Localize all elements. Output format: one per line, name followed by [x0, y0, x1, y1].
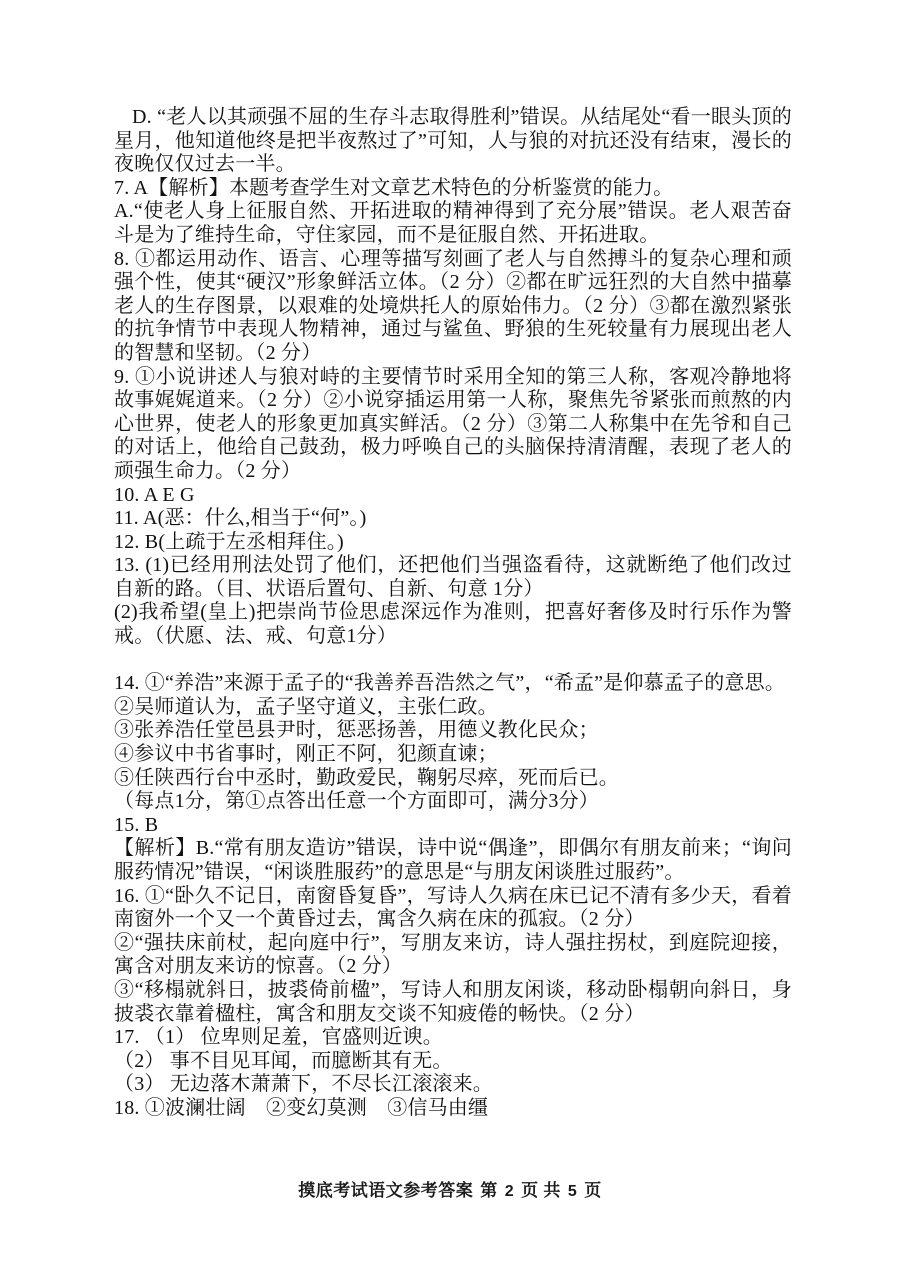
footer-page-prefix: 第	[480, 1181, 498, 1200]
answer-body	[114, 106, 792, 1121]
answer-paragraph: （2） 事不目见耳闻，而臆断其有无。	[114, 1049, 453, 1072]
footer-title: 摸底考试语文参考答案	[298, 1181, 474, 1200]
paragraph-spacer	[114, 649, 792, 673]
answer-paragraph: ②吴师道认为，孟子坚守道义，主张仁政。	[114, 695, 498, 718]
answer-paragraph: ③张养浩任堂邑县尹时，惩恶扬善，用德义教化民众；	[114, 719, 599, 742]
answer-paragraph: （每点1分，第①点答出任意一个方面即可，满分3分）	[114, 790, 599, 813]
answer-paragraph: （3） 无边落木萧萧下，不尽长江滚滚来。	[114, 1073, 493, 1096]
footer-page-middle: 页 共	[521, 1181, 561, 1200]
page-footer	[0, 1176, 900, 1201]
answer-paragraph: A.“使老人身上征服自然、开拓进取的精神得到了充分展”错误。老人艰苦奋斗是为了维持生命，守住家园，而不是征服自然、开拓进取。	[114, 200, 792, 246]
answer-paragraph: ⑤任陕西行台中丞时，勤政爱民，鞠躬尽瘁，死而后已。	[114, 766, 619, 789]
answer-paragraph: 7. A【解析】本题考查学生对文章艺术特色的分析鉴赏的能力。	[114, 176, 674, 199]
answer-paragraph: 9. ①小说讲述人与狼对峙的主要情节时采用全知的第三人称，客观冷静地将故事娓娓道来。（2 分）②小说穿插运用第一人称，聚焦先爷紧张而煎熬的内心世界，使老人的形象更加真实鲜活。（2 分）③第二人称集中在先爷和自己的对话上，他给自己鼓劲，极力呼唤自己的头脑保持清清醒，表现了老人的顽强生命力。（2 分）	[114, 365, 792, 482]
answer-paragraph: 15. B	[114, 813, 159, 836]
answer-paragraph: 14. ①“养浩”来源于孟子的“我善养吾浩然之气”，“希孟”是仰慕孟子的意思。	[114, 672, 786, 695]
answer-paragraph: 【解析】B.“常有朋友造访”错误，诗中说“偶逢”，即偶尔有朋友前来；“询问服药情况”错误，“闲谈胜服药”的意思是“与朋友闲谈胜过服药”。	[114, 837, 792, 883]
footer-total-pages: 5	[567, 1183, 578, 1200]
answer-paragraph: 12. B(上疏于左丞相拜住。)	[114, 530, 344, 553]
footer-page-number: 2	[504, 1183, 515, 1200]
answer-paragraph: 13. (1)已经用刑法处罚了他们，还把他们当强盗看待，这就断绝了他们改过自新的路。（目、状语后置句、自新、句意 1分）	[114, 554, 792, 600]
answer-paragraph: 8. ①都运用动作、语言、心理等描写刻画了老人与自然搏斗的复杂心理和顽强个性，使其“硬汉”形象鲜活立体。（2 分）②都在旷远狂烈的大自然中描摹老人的生存图景，以艰难的处境烘托人的原始伟力。（2 分）③都在激烈紧张的抗争情节中表现人物精神，通过与鲨鱼、野狼的生死较量有力展现出老人的智慧和坚韧。（2 分）	[114, 247, 792, 364]
answer-paragraph: 18. ①波澜壮阔 ②变幻莫测 ③信马由缰	[114, 1096, 489, 1119]
answer-paragraph: D. “老人以其顽强不屈的生存斗志取得胜利”错误。从结尾处“看一眼头顶的星月，他知道他终是把半夜熬过了”可知，人与狼的对抗还没有结束，漫长的夜晚仅仅过去一半。	[114, 106, 792, 176]
answer-paragraph: 17. （1） 位卑则足羞，官盛则近谀。	[114, 1026, 443, 1049]
answer-paragraph: 11. A(恶：什么,相当于“何”。)	[114, 507, 367, 530]
answer-paragraph: 16. ①“卧久不记日，南窗昏复昏”，写诗人久病在床已记不清有多少天，看着南窗外一个又一个黄昏过去，寓含久病在床的孤寂。（2 分）	[114, 884, 792, 931]
footer-page-suffix: 页	[584, 1181, 602, 1200]
answer-paragraph: 10. A E G	[114, 483, 195, 506]
answer-paragraph: ③“移榻就斜日，披裘倚前楹”，写诗人和朋友闲谈，移动卧榻朝向斜日，身披裘衣靠着楹柱，寓含和朋友交谈不知疲倦的畅快。（2 分）	[114, 978, 792, 1025]
answer-paragraph: ④参议中书省事时，刚正不阿，犯颜直谏；	[114, 743, 498, 766]
answer-paragraph: ②“强扶床前杖，起向庭中行”，写朋友来访，诗人强拄拐杖，到庭院迎接，寓含对朋友来访的惊喜。（2 分）	[114, 931, 792, 978]
answer-paragraph: (2)我希望(皇上)把崇尚节俭思虑深远作为准则，把喜好奢侈及时行乐作为警戒。（伏愿、法、戒、句意1分）	[114, 601, 792, 648]
